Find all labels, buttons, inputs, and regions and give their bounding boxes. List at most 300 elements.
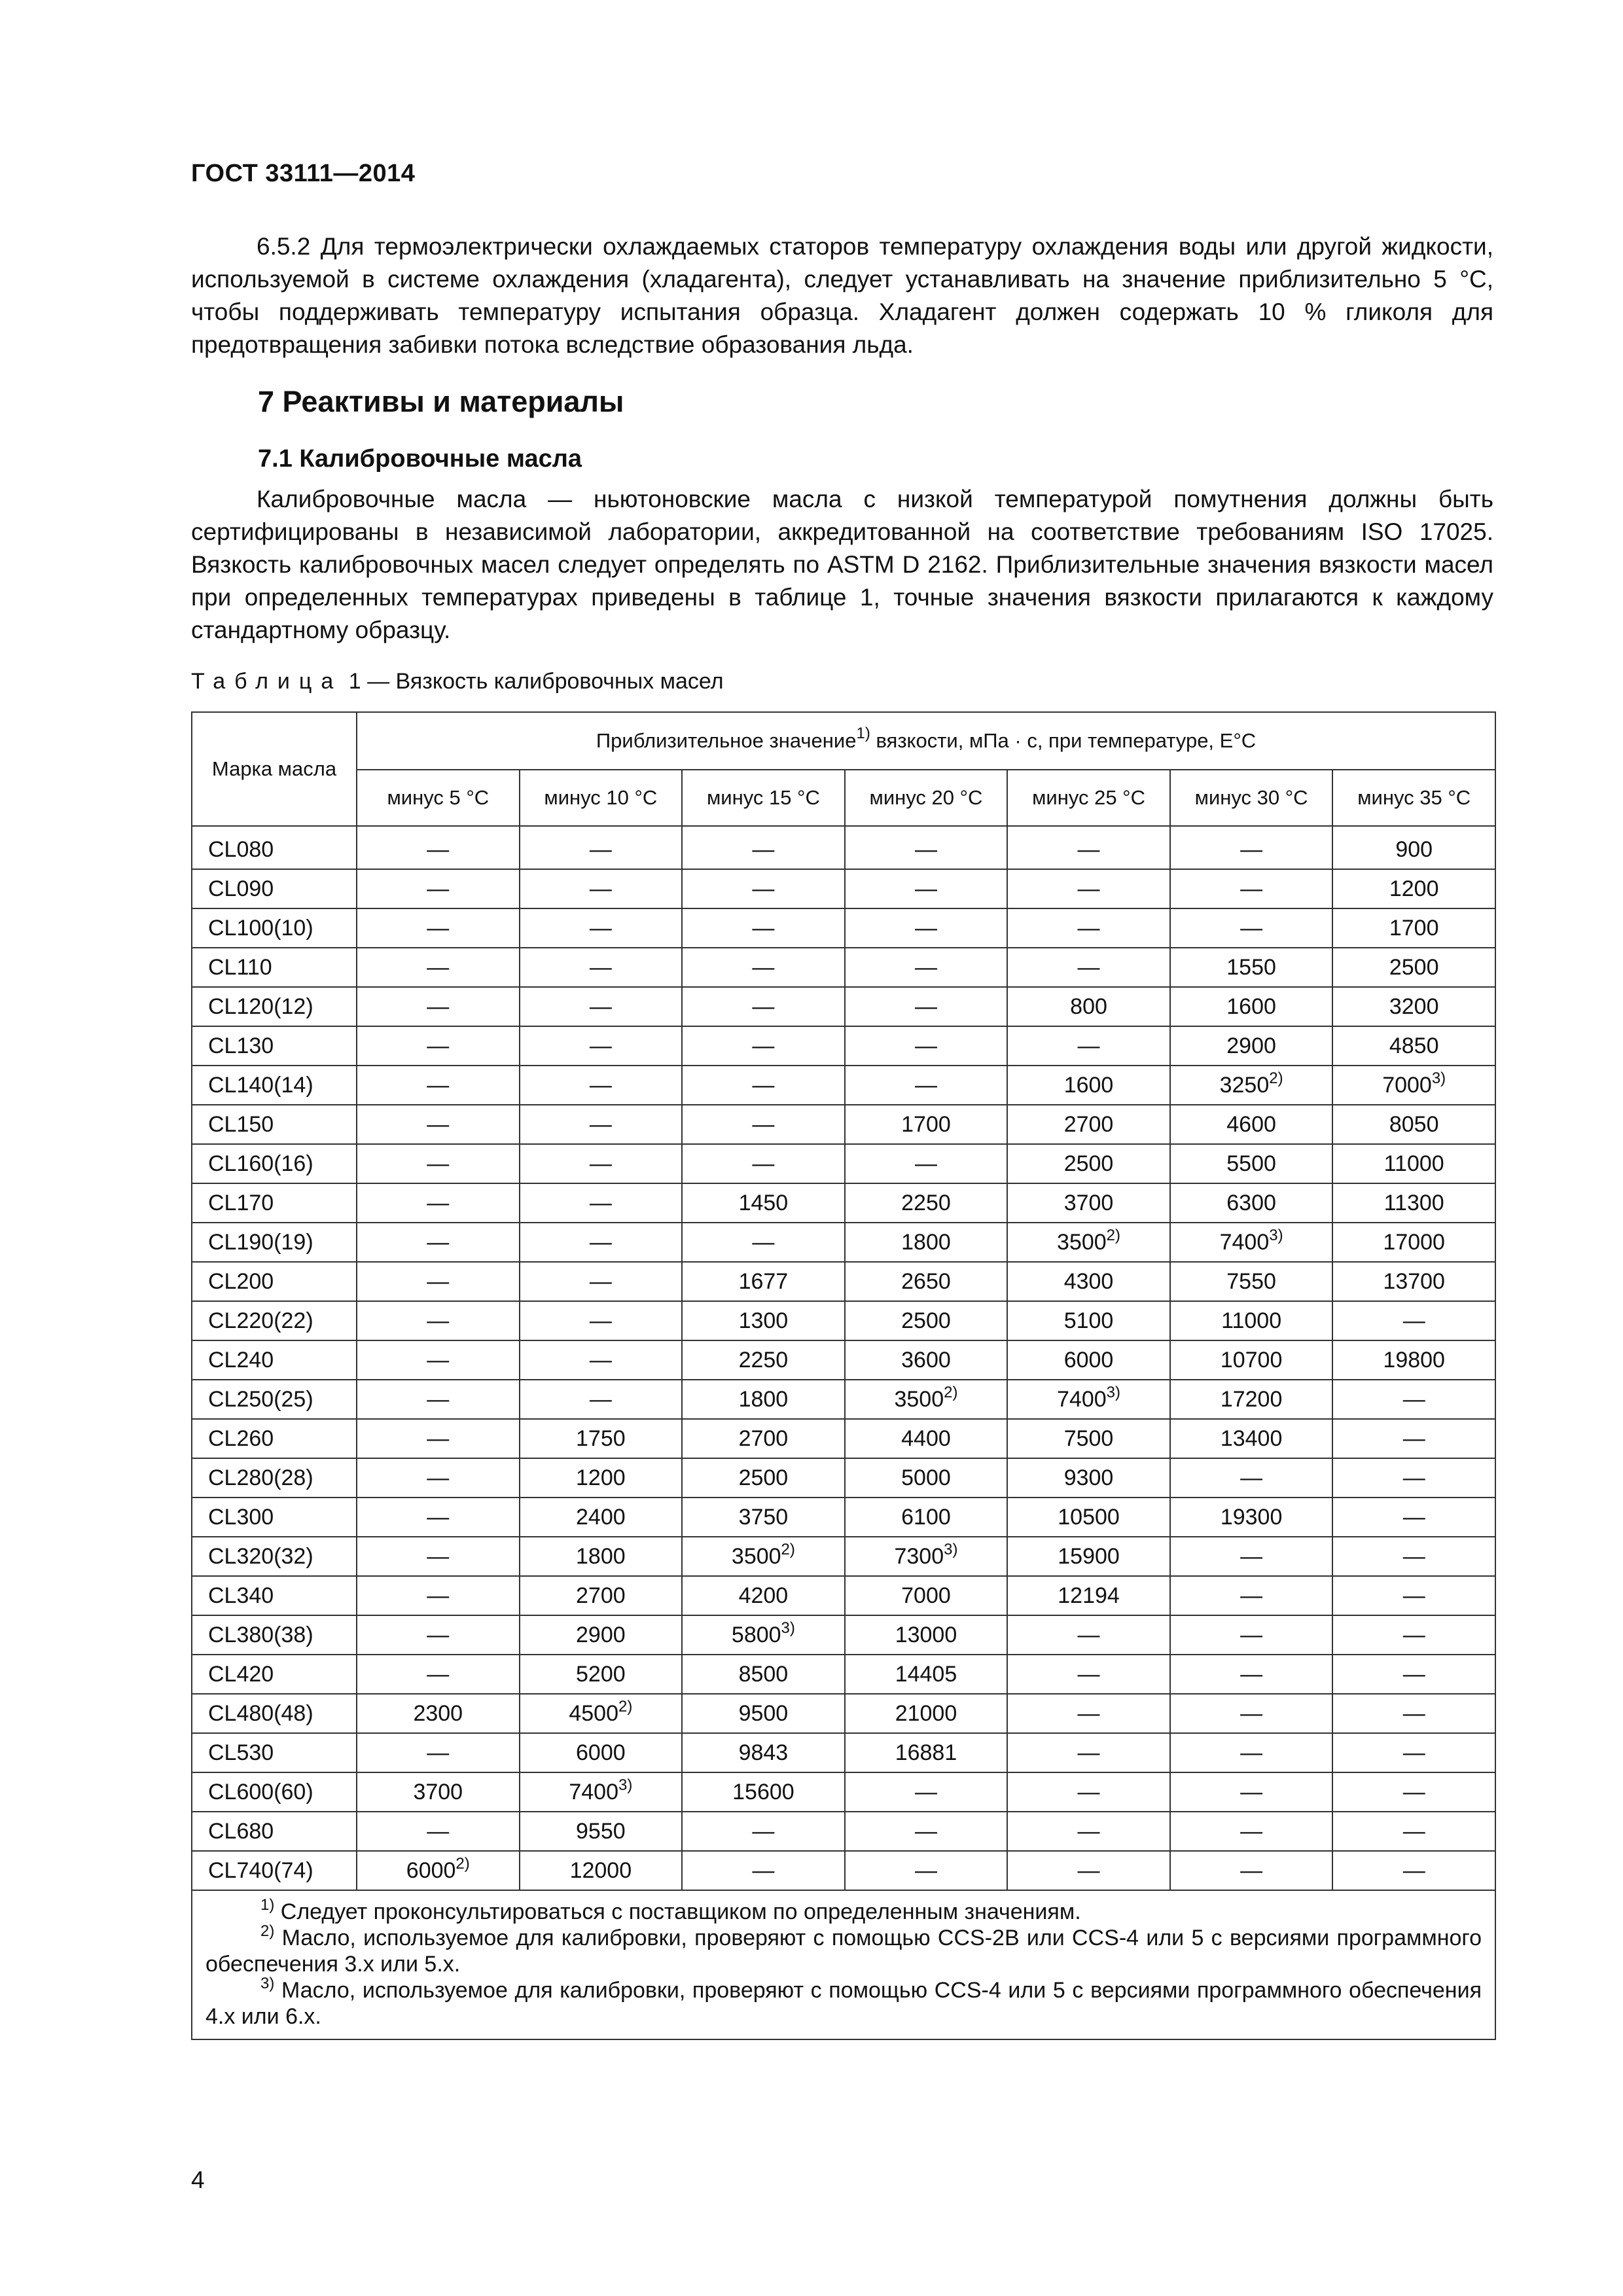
viscosity-value: 1200 [1389, 876, 1439, 901]
viscosity-value: — [589, 954, 612, 980]
oil-brand-cell: CL160(16) [192, 1144, 357, 1183]
table-row [192, 826, 1495, 869]
viscosity-cell [682, 987, 845, 1026]
viscosity-cell [845, 1223, 1008, 1262]
viscosity-cell [682, 1223, 845, 1262]
table-row [192, 1655, 1495, 1694]
viscosity-value: — [589, 1190, 612, 1215]
viscosity-value: 6000 [1063, 1347, 1114, 1372]
viscosity-value: 7400 [1057, 1386, 1107, 1412]
viscosity-cell [520, 1183, 683, 1223]
viscosity-cell [845, 1419, 1008, 1458]
viscosity-value: 2900 [1226, 1033, 1276, 1058]
viscosity-value: — [1402, 1779, 1425, 1804]
viscosity-cell [845, 1655, 1008, 1694]
viscosity-value: — [914, 915, 937, 941]
viscosity-cell [520, 1812, 683, 1851]
viscosity-value: — [1240, 1818, 1263, 1844]
viscosity-cell [845, 826, 1008, 869]
viscosity-value: 21000 [895, 1700, 957, 1726]
viscosity-value: — [589, 1072, 612, 1098]
viscosity-cell [1007, 1733, 1170, 1772]
oil-brand-cell: CL110 [192, 948, 357, 987]
table-row [192, 1498, 1495, 1537]
viscosity-cell [1007, 1380, 1170, 1419]
viscosity-value: — [1402, 1308, 1425, 1333]
viscosity-cell [520, 948, 683, 987]
viscosity-cell [1170, 948, 1333, 987]
viscosity-cell [1007, 1694, 1170, 1733]
standard-code: ГОСТ 33111—2014 [191, 160, 416, 187]
table-row [192, 1105, 1495, 1144]
viscosity-cell [682, 908, 845, 948]
viscosity-cell [1332, 1301, 1495, 1340]
viscosity-cell [520, 1498, 683, 1537]
viscosity-value: — [914, 1072, 937, 1098]
oil-brand-cell: CL380(38) [192, 1615, 357, 1655]
footnote-mark: 3) [1431, 1069, 1446, 1087]
viscosity-cell [682, 826, 845, 869]
viscosity-value: 13000 [895, 1622, 957, 1647]
viscosity-value: — [427, 1347, 450, 1372]
viscosity-cell [845, 987, 1008, 1026]
footnote-marker: 2) [260, 1922, 275, 1940]
table-row [192, 1144, 1495, 1183]
viscosity-cell [1007, 1262, 1170, 1301]
viscosity-cell [845, 1026, 1008, 1066]
viscosity-value: 2500 [901, 1308, 951, 1333]
viscosity-value: 900 [1395, 836, 1433, 862]
viscosity-cell [1007, 1615, 1170, 1655]
oil-brand-cell: CL480(48) [192, 1694, 357, 1733]
viscosity-cell [520, 1694, 683, 1733]
viscosity-value: 2300 [413, 1700, 463, 1726]
viscosity-cell [357, 1851, 520, 1890]
viscosity-value: 1700 [901, 1111, 951, 1137]
viscosity-value: — [1077, 1033, 1100, 1058]
viscosity-value: 3500 [731, 1543, 781, 1569]
viscosity-value: — [752, 836, 775, 862]
temperature-column-header: минус 35 °C [1332, 770, 1495, 826]
viscosity-value: — [427, 1033, 450, 1058]
viscosity-cell [1007, 1105, 1170, 1144]
viscosity-cell [520, 908, 683, 948]
viscosity-value: 13700 [1383, 1268, 1445, 1294]
viscosity-cell [845, 1183, 1008, 1223]
viscosity-value: — [1077, 876, 1100, 901]
viscosity-cell [357, 1655, 520, 1694]
viscosity-value: 14405 [895, 1661, 957, 1687]
viscosity-cell [1007, 908, 1170, 948]
viscosity-value: 1200 [576, 1465, 626, 1490]
viscosity-value: — [427, 915, 450, 941]
footnote-mark: 2) [944, 1383, 958, 1401]
viscosity-value: 15900 [1058, 1543, 1120, 1569]
group-header-footnote-mark: 1) [856, 725, 870, 742]
viscosity-value: — [589, 1111, 612, 1137]
viscosity-cell [1332, 1419, 1495, 1458]
viscosity-cell [1170, 1301, 1333, 1340]
viscosity-cell [682, 1262, 845, 1301]
oil-brand-cell: CL080 [192, 826, 357, 869]
viscosity-value: 1600 [1226, 994, 1276, 1019]
viscosity-cell [845, 1301, 1008, 1340]
viscosity-value: 13400 [1220, 1426, 1283, 1451]
viscosity-cell [1007, 826, 1170, 869]
viscosity-value: 2900 [576, 1622, 626, 1647]
viscosity-cell [357, 1419, 520, 1458]
oil-brand-cell: CL200 [192, 1262, 357, 1301]
viscosity-value: 5200 [576, 1661, 626, 1687]
viscosity-cell [1332, 1105, 1495, 1144]
viscosity-cell [682, 948, 845, 987]
viscosity-cell [682, 1812, 845, 1851]
viscosity-cell [1007, 1851, 1170, 1890]
viscosity-cell [1007, 1655, 1170, 1694]
table-row [192, 1262, 1495, 1301]
viscosity-value: — [1240, 1857, 1263, 1883]
viscosity-value: — [1240, 1465, 1263, 1490]
viscosity-value: — [752, 954, 775, 980]
table-row [192, 1223, 1495, 1262]
viscosity-cell [357, 1144, 520, 1183]
viscosity-cell [357, 869, 520, 908]
oil-brand-cell: CL420 [192, 1655, 357, 1694]
oil-brand-cell: CL240 [192, 1340, 357, 1380]
viscosity-value: — [1077, 1818, 1100, 1844]
viscosity-value: 7000 [901, 1583, 951, 1608]
viscosity-value: — [427, 1465, 450, 1490]
footnotes-cell [192, 1890, 1495, 2039]
oil-brand-cell: CL120(12) [192, 987, 357, 1026]
viscosity-value: 5000 [901, 1465, 951, 1490]
viscosity-value: — [1240, 1543, 1263, 1569]
footnote-text: Масло, используемое для калибровки, проверяют с помощью CCS-2B или CCS-4 или 5 с версиями программного обеспечения 3.x или 5.x. [205, 1926, 1482, 1977]
viscosity-value: 1677 [738, 1268, 789, 1294]
viscosity-cell [1170, 1026, 1333, 1066]
viscosity-table [191, 711, 1496, 2040]
viscosity-value: 19800 [1383, 1347, 1445, 1372]
footnote-marker: 3) [260, 1975, 275, 1992]
viscosity-cell [1007, 1144, 1170, 1183]
viscosity-cell [845, 1812, 1008, 1851]
viscosity-value: — [589, 994, 612, 1019]
viscosity-value: — [1402, 1818, 1425, 1844]
viscosity-cell [520, 1537, 683, 1576]
oil-brand-cell: CL250(25) [192, 1380, 357, 1419]
viscosity-value: — [589, 1151, 612, 1176]
viscosity-cell [1332, 1655, 1495, 1694]
viscosity-cell [682, 1183, 845, 1223]
viscosity-cell [845, 1066, 1008, 1105]
viscosity-cell [357, 1066, 520, 1105]
viscosity-cell [845, 1380, 1008, 1419]
viscosity-cell [1332, 1144, 1495, 1183]
viscosity-value: 10500 [1058, 1504, 1120, 1530]
oil-brand-cell: CL680 [192, 1812, 357, 1851]
viscosity-value: 9500 [738, 1700, 789, 1726]
viscosity-value: 5100 [1063, 1308, 1114, 1333]
viscosity-cell [1170, 1183, 1333, 1223]
viscosity-value: — [589, 876, 612, 901]
viscosity-cell [520, 1105, 683, 1144]
viscosity-cell [1170, 1733, 1333, 1772]
temperature-column-header: минус 30 °C [1170, 770, 1333, 826]
viscosity-value: — [1077, 1661, 1100, 1687]
table-row [192, 1419, 1495, 1458]
viscosity-cell [682, 1340, 845, 1380]
viscosity-cell [1170, 1576, 1333, 1615]
viscosity-value: — [1077, 1740, 1100, 1765]
viscosity-value: 11000 [1383, 1151, 1444, 1176]
footnote-mark: 3) [618, 1776, 633, 1794]
viscosity-value: — [914, 1033, 937, 1058]
brand-column-header: Марка масла [192, 712, 357, 826]
viscosity-value: — [752, 1072, 775, 1098]
viscosity-value: 6300 [1226, 1190, 1276, 1215]
viscosity-value: — [1240, 1700, 1263, 1726]
table-footnote [205, 1977, 1482, 2030]
viscosity-cell [1332, 1340, 1495, 1380]
viscosity-cell [682, 1026, 845, 1066]
viscosity-value: 10700 [1220, 1347, 1283, 1372]
viscosity-cell [1332, 1380, 1495, 1419]
viscosity-cell [1170, 1066, 1333, 1105]
viscosity-value: — [1240, 1740, 1263, 1765]
table-row [192, 1812, 1495, 1851]
oil-brand-cell: CL300 [192, 1498, 357, 1537]
viscosity-value: 5800 [731, 1622, 781, 1647]
viscosity-cell [357, 1026, 520, 1066]
viscosity-cell [357, 1223, 520, 1262]
viscosity-cell [1332, 1576, 1495, 1615]
viscosity-value: 3600 [901, 1347, 951, 1372]
viscosity-cell [682, 1458, 845, 1498]
viscosity-cell [520, 1851, 683, 1890]
viscosity-value: — [1240, 915, 1263, 941]
viscosity-cell [520, 869, 683, 908]
viscosity-value: 2500 [1389, 954, 1439, 980]
footnote-mark: 2) [1269, 1069, 1283, 1087]
viscosity-cell [682, 1576, 845, 1615]
viscosity-value: — [427, 1543, 450, 1569]
paragraph-7-1: Калибровочные масла — ньютоновские масла с низкой температурой помутнения должны быть сертифицированы в независимой лаборатории, аккредитованной на соответствие требованиям ISO 17025. Вязкость калибровочных масел следует определять по ASTM D 2162. Приблизительные значения вязкости масел при определенных температурах приведены в таблице 1, точные значения вязкости прилагаются к каждому стандартному образцу. [191, 486, 1493, 643]
viscosity-value: 800 [1070, 994, 1107, 1019]
viscosity-cell [682, 1066, 845, 1105]
viscosity-cell [1332, 948, 1495, 987]
viscosity-value: 1700 [1389, 915, 1439, 941]
viscosity-value: 1800 [901, 1229, 951, 1255]
viscosity-value: — [752, 1229, 775, 1255]
viscosity-value: — [914, 954, 937, 980]
viscosity-value: — [1402, 1857, 1425, 1883]
viscosity-value: 7400 [569, 1779, 618, 1804]
table-caption-word: Таблица [191, 669, 343, 694]
table-row [192, 869, 1495, 908]
viscosity-cell [357, 826, 520, 869]
oil-brand-cell: CL320(32) [192, 1537, 357, 1576]
footnote-mark: 2) [781, 1540, 795, 1558]
table-caption [191, 669, 724, 694]
viscosity-value: 3500 [894, 1386, 944, 1412]
viscosity-value: 7300 [894, 1543, 944, 1569]
table-row [192, 1183, 1495, 1223]
viscosity-cell [845, 1772, 1008, 1812]
viscosity-cell [520, 1380, 683, 1419]
viscosity-cell [1007, 1498, 1170, 1537]
viscosity-value: 1600 [1063, 1072, 1114, 1098]
viscosity-value: — [752, 1033, 775, 1058]
viscosity-value: 5500 [1226, 1151, 1276, 1176]
viscosity-value: — [427, 1504, 450, 1530]
viscosity-cell [845, 1144, 1008, 1183]
viscosity-value: — [1240, 876, 1263, 901]
viscosity-cell [1170, 1458, 1333, 1498]
viscosity-value: — [427, 1583, 450, 1608]
viscosity-value: — [1240, 1583, 1263, 1608]
viscosity-value: — [1402, 1622, 1425, 1647]
viscosity-value: 11000 [1221, 1308, 1282, 1333]
table-row [192, 1851, 1495, 1890]
viscosity-cell [1007, 1301, 1170, 1340]
viscosity-cell [520, 1772, 683, 1812]
viscosity-cell [682, 1615, 845, 1655]
viscosity-value: — [914, 1818, 937, 1844]
viscosity-value: 3500 [1057, 1229, 1107, 1255]
viscosity-value: — [589, 1347, 612, 1372]
viscosity-value: — [427, 836, 450, 862]
viscosity-cell [845, 1576, 1008, 1615]
viscosity-value: — [589, 1268, 612, 1294]
viscosity-value: — [1402, 1426, 1425, 1451]
viscosity-value: — [1077, 1622, 1100, 1647]
table-row [192, 1340, 1495, 1380]
viscosity-cell [1170, 1694, 1333, 1733]
viscosity-cell [1170, 826, 1333, 869]
viscosity-cell [1170, 1851, 1333, 1890]
viscosity-value: 1800 [576, 1543, 626, 1569]
viscosity-value: — [752, 994, 775, 1019]
viscosity-cell [1170, 1812, 1333, 1851]
viscosity-value: 2500 [1063, 1151, 1114, 1176]
viscosity-cell [1170, 908, 1333, 948]
viscosity-cell [357, 948, 520, 987]
viscosity-value: 8050 [1389, 1111, 1439, 1137]
table-row [192, 1537, 1495, 1576]
footnote-mark: 2) [1106, 1226, 1121, 1244]
viscosity-cell [1007, 1537, 1170, 1576]
viscosity-cell [845, 1458, 1008, 1498]
oil-brand-cell: CL090 [192, 869, 357, 908]
viscosity-value: — [1402, 1386, 1425, 1412]
viscosity-value: 2250 [738, 1347, 789, 1372]
viscosity-cell [682, 1419, 845, 1458]
temperature-column-header: минус 20 °C [845, 770, 1008, 826]
section-7-heading: 7 Реактивы и материалы [258, 385, 624, 418]
table-row [192, 1380, 1495, 1419]
viscosity-cell [682, 869, 845, 908]
viscosity-cell [1332, 1694, 1495, 1733]
viscosity-value: — [427, 1229, 450, 1255]
viscosity-cell [357, 1301, 520, 1340]
viscosity-cell [357, 1694, 520, 1733]
table-footnote [205, 1896, 1482, 1925]
viscosity-value: — [1077, 1857, 1100, 1883]
page-number: 4 [191, 2166, 205, 2193]
viscosity-value: 1300 [738, 1308, 789, 1333]
viscosity-cell [357, 1380, 520, 1419]
viscosity-value: — [1402, 1740, 1425, 1765]
viscosity-cell [845, 1537, 1008, 1576]
viscosity-cell [1170, 1655, 1333, 1694]
viscosity-cell [682, 1144, 845, 1183]
viscosity-cell [1170, 1537, 1333, 1576]
viscosity-value: — [914, 1151, 937, 1176]
viscosity-cell [520, 1419, 683, 1458]
viscosity-value: — [1402, 1583, 1425, 1608]
viscosity-value: — [914, 1779, 937, 1804]
viscosity-value: — [1402, 1465, 1425, 1490]
viscosity-value: — [1077, 1779, 1100, 1804]
viscosity-value: — [589, 836, 612, 862]
viscosity-value: 17200 [1220, 1386, 1283, 1412]
viscosity-value: — [427, 1818, 450, 1844]
viscosity-value: 12194 [1058, 1583, 1120, 1608]
viscosity-value: — [1240, 1779, 1263, 1804]
viscosity-value: 7000 [1382, 1072, 1432, 1098]
viscosity-value: — [1240, 836, 1263, 862]
viscosity-value: 8500 [738, 1661, 789, 1687]
footnote-mark: 3) [1106, 1383, 1121, 1401]
viscosity-value: 2700 [1063, 1111, 1114, 1137]
viscosity-cell [1007, 987, 1170, 1026]
viscosity-value: — [427, 1190, 450, 1215]
table-row [192, 1733, 1495, 1772]
viscosity-cell [520, 1576, 683, 1615]
viscosity-cell [1170, 1105, 1333, 1144]
viscosity-value: 6100 [901, 1504, 951, 1530]
viscosity-value: — [427, 954, 450, 980]
oil-brand-cell: CL530 [192, 1733, 357, 1772]
viscosity-cell [1170, 1772, 1333, 1812]
temperature-column-header: минус 5 °C [357, 770, 520, 826]
table-row [192, 1615, 1495, 1655]
table-row [192, 1026, 1495, 1066]
table-row [192, 1066, 1495, 1105]
viscosity-value: — [427, 1072, 450, 1098]
viscosity-cell [1332, 1615, 1495, 1655]
viscosity-value: 1750 [576, 1426, 626, 1451]
viscosity-cell [1332, 1772, 1495, 1812]
oil-brand-cell: CL600(60) [192, 1772, 357, 1812]
viscosity-value: 4850 [1389, 1033, 1439, 1058]
viscosity-cell [1170, 1340, 1333, 1380]
viscosity-value: 1800 [738, 1386, 789, 1412]
viscosity-cell [1332, 1498, 1495, 1537]
viscosity-cell [357, 1733, 520, 1772]
viscosity-value: 19300 [1220, 1504, 1283, 1530]
viscosity-value: 2400 [576, 1504, 626, 1530]
viscosity-cell [1332, 1183, 1495, 1223]
viscosity-value: — [752, 1151, 775, 1176]
oil-brand-cell: CL100(10) [192, 908, 357, 948]
temperature-group-header [357, 712, 1495, 770]
footnote-text: Следует проконсультироваться с поставщиком по определенным значениям. [274, 1899, 1081, 1924]
footnote-mark: 2) [455, 1854, 470, 1873]
viscosity-value: — [914, 836, 937, 862]
viscosity-cell [520, 1301, 683, 1340]
viscosity-value: — [752, 876, 775, 901]
